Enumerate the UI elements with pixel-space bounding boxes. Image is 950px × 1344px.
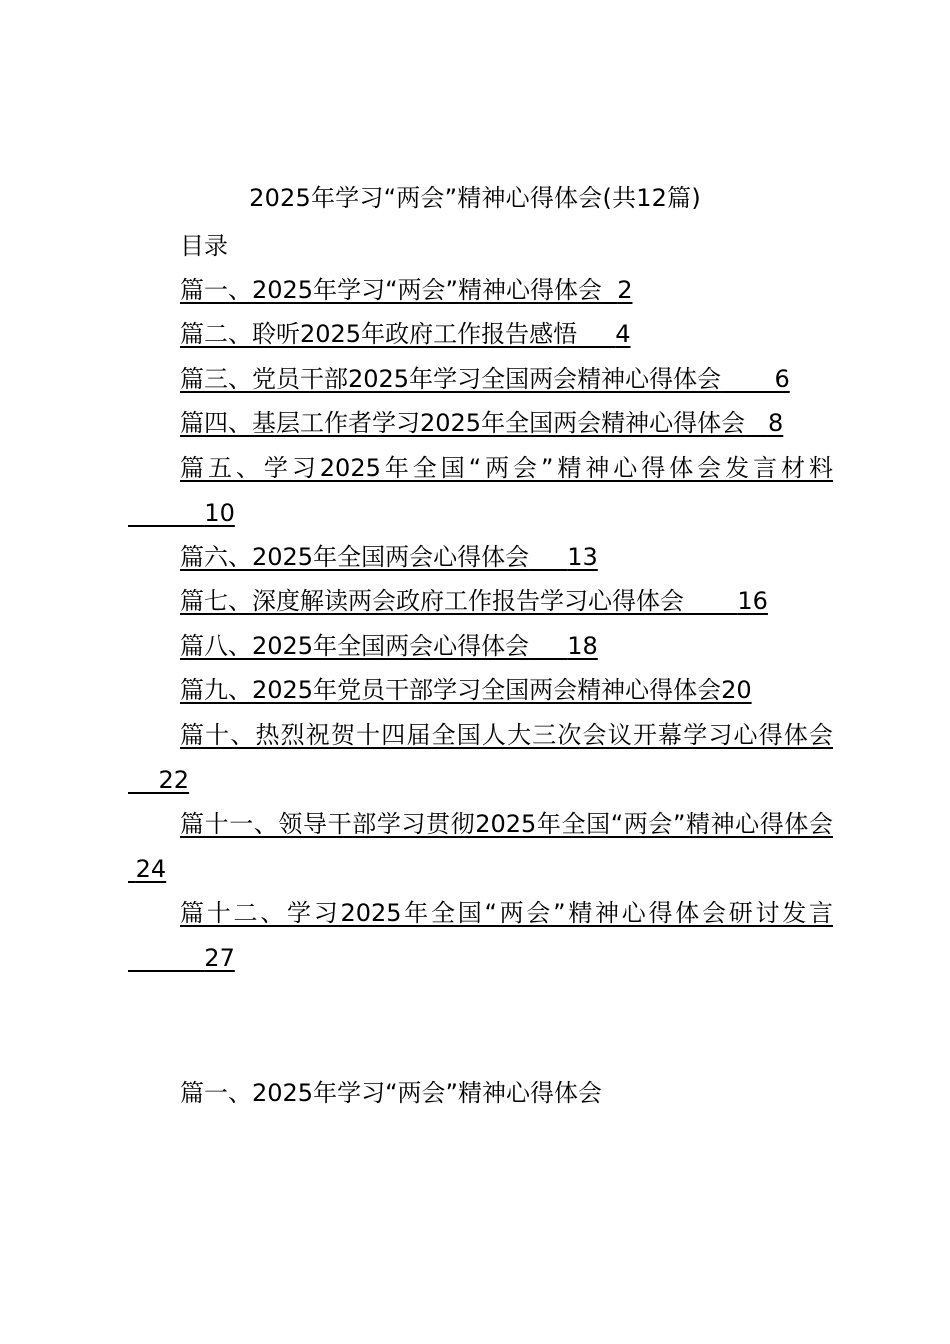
toc-entry[interactable] xyxy=(128,802,833,891)
toc-entry[interactable] xyxy=(128,357,833,402)
toc-link[interactable] xyxy=(128,899,833,972)
toc-entry-gap xyxy=(745,409,768,437)
toc-entry-page: 22 xyxy=(158,765,190,794)
toc-link[interactable] xyxy=(128,454,833,527)
toc-entry-title: 篇十二、学习2025年全国“两会”精神心得体会研讨发言 xyxy=(180,899,833,927)
toc-heading: 目录 xyxy=(180,232,228,260)
toc-entry-page: 18 xyxy=(567,632,598,660)
toc-entry-page: 8 xyxy=(767,409,784,437)
toc-entry-gap xyxy=(577,320,615,348)
toc-entry-title: 篇六、2025年全国两会心得体会 xyxy=(180,543,530,571)
toc-entry-page: 24 xyxy=(135,854,167,883)
toc-entry-title: 篇五、学习2025年全国“两会”精神心得体会发言材料 xyxy=(180,454,833,482)
toc-link[interactable] xyxy=(180,320,631,348)
document-title: 2025年学习“两会”精神心得体会(共12篇) xyxy=(249,184,701,212)
toc-entry-gap xyxy=(684,587,737,615)
toc-entry-gap xyxy=(128,766,159,794)
toc-entry[interactable] xyxy=(128,891,833,980)
toc-entry-page: 10 xyxy=(204,498,235,527)
toc-link[interactable] xyxy=(128,810,833,883)
toc-entry-gap xyxy=(128,499,204,527)
toc-link[interactable] xyxy=(180,409,783,437)
toc-link[interactable] xyxy=(180,276,633,304)
toc-entry-title: 篇四、基层工作者学习2025年全国两会精神心得体会 xyxy=(180,409,746,437)
toc-entry-gap xyxy=(602,276,617,304)
toc-entry[interactable] xyxy=(128,535,833,580)
toc-entry[interactable] xyxy=(128,713,833,802)
toc-entry-gap xyxy=(721,365,774,393)
toc-entry-page: 2 xyxy=(617,276,633,304)
toc-entry-title: 篇三、党员干部2025年学习全国两会精神心得体会 xyxy=(180,365,722,393)
toc-entry-page: 6 xyxy=(774,365,790,393)
toc-entry-page: 27 xyxy=(204,943,235,972)
toc-entry[interactable] xyxy=(128,312,833,357)
toc-link[interactable] xyxy=(180,676,752,704)
toc-entry-page: 16 xyxy=(737,587,768,615)
toc-link[interactable] xyxy=(180,543,598,571)
toc-entry-title: 篇八、2025年全国两会心得体会 xyxy=(180,632,530,660)
toc-entry-title: 篇十一、领导干部学习贯彻2025年全国“两会”精神心得体会 xyxy=(180,810,833,838)
section-heading: 篇一、2025年学习“两会”精神心得体会 xyxy=(180,1079,602,1107)
toc-entry-gap xyxy=(529,543,567,571)
toc-link[interactable] xyxy=(180,365,790,393)
toc-entry-gap xyxy=(529,632,567,660)
toc-entry[interactable] xyxy=(128,668,833,713)
toc-entry-page: 13 xyxy=(567,543,598,571)
toc-entry-title: 篇十、热烈祝贺十四届全国人大三次会议开幕学习心得体会 xyxy=(180,721,833,749)
toc-entry-title: 篇七、深度解读两会政府工作报告学习心得体会 xyxy=(180,587,684,615)
toc-entry-gap xyxy=(128,944,204,972)
toc-entry[interactable] xyxy=(128,624,833,669)
toc-entry-page: 4 xyxy=(615,320,631,348)
toc-entry[interactable] xyxy=(128,446,833,535)
toc-entry[interactable] xyxy=(128,579,833,624)
toc-entry-title: 篇一、2025年学习“两会”精神心得体会 xyxy=(180,276,602,304)
toc-link[interactable] xyxy=(180,632,598,660)
toc-link[interactable] xyxy=(180,587,768,615)
toc-entry-gap xyxy=(128,855,136,883)
toc-entry-page: 20 xyxy=(721,676,752,704)
toc-entry[interactable] xyxy=(128,401,833,446)
toc-entry-title: 篇九、2025年党员干部学习全国两会精神心得体会 xyxy=(180,676,722,704)
toc-entry-title: 篇二、聆听2025年政府工作报告感悟 xyxy=(180,320,578,348)
toc-entry[interactable] xyxy=(128,268,833,313)
toc-link[interactable] xyxy=(128,721,833,794)
